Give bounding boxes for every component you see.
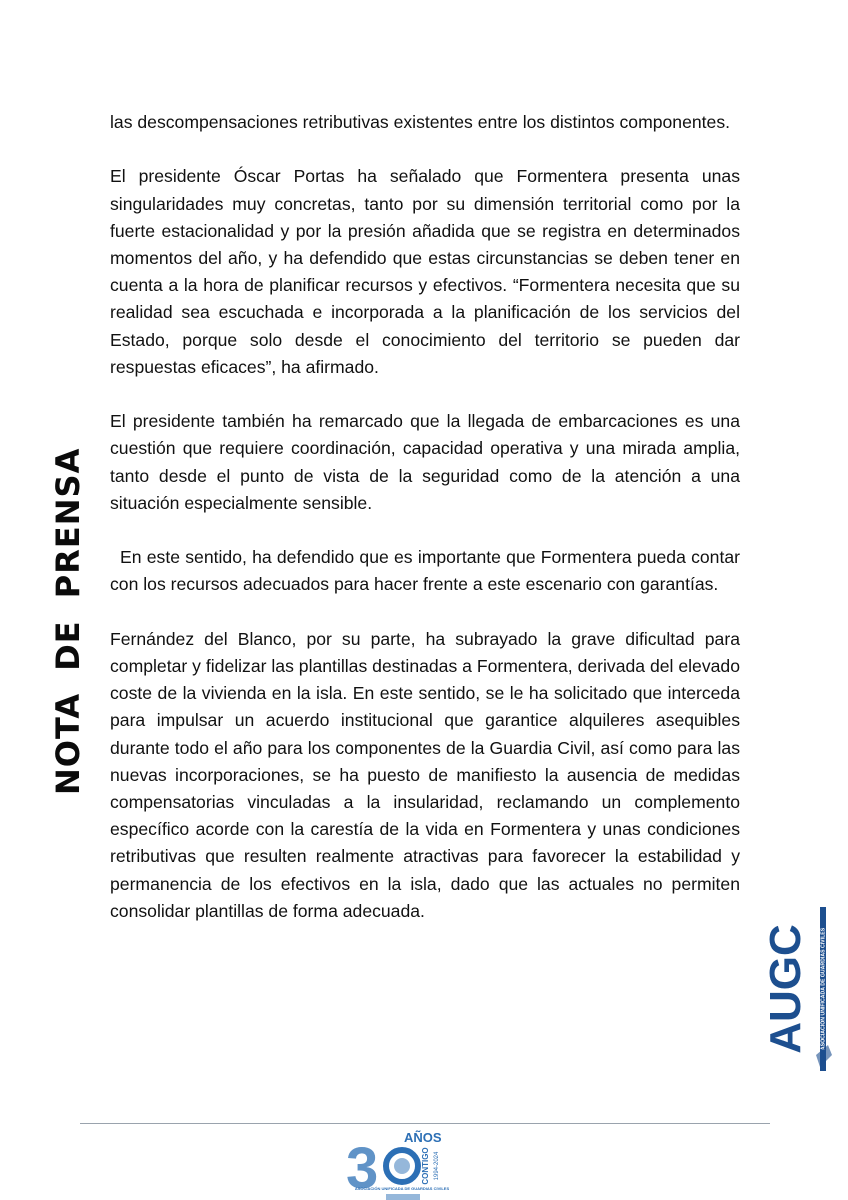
footer-logo-tagline: ASOCIACIÓN UNIFICADA DE GUARDIAS CIVILES — [354, 1186, 450, 1191]
footer-divider — [80, 1123, 770, 1124]
paragraph: El presidente también ha remarcado que la llegada de embarcaciones es una cuestión que requiere coordinación, capacidad operativa y una mirada amplia, tanto desde el punto de vista de la seguridad como de la atención a una situación especialmente sensible. — [110, 411, 740, 513]
paragraph: El presidente Óscar Portas ha señalado que Formentera presenta unas singularidades muy concretas, tanto por su dimensión territorial como por la fuerte estacionalidad y por la presión añadida que se registra en determinados momentos del año, y ha defendido que estas circunstancias se deben tener en cuenta a la hora de planificar recursos y efectivos. “Formentera necesita que su realidad sea escuchada e incorporada a la planificación de los servicios del Estado, porque solo desde el conocimiento del territorio se pueden dar respuestas eficaces”, ha afirmado. — [110, 166, 740, 377]
footer-logo-years: 1994-2024 — [434, 1151, 440, 1181]
footer-logo-contigo: CONTIGO — [421, 1147, 430, 1185]
paragraph: las descompensaciones retributivas existentes entre los distintos componentes. — [110, 112, 731, 132]
paragraph: Fernández del Blanco, por su parte, ha subrayado la grave dificultad para completar y fidelizar las plantillas destinadas a Formentera, derivada del elevado coste de la vivienda en la isla. En este sentido, se le ha solicitado que interceda para impulsar un acuerdo institucional que garantice alquileres asequibles durante todo el año para los componentes de la Guardia Civil, así como para las nuevas incorporaciones, se ha puesto de manifiesto la ausencia de medidas compensatorias vinculadas a la insularidad, reclamando un complemento específico acorde con la carestía de la vida en Formentera y unas condiciones retributivas que resulten realmente atractivas para favorecer la estabilidad y permanencia de los efectivos en la isla, dado que las actuales no permiten consolidar plantillas de forma adecuada. — [110, 628, 740, 921]
augc-logo — [761, 905, 836, 1073]
nota-de-prensa-heading: NOTA DE PRENSA — [49, 447, 87, 795]
30-anos-logo — [346, 1126, 458, 1200]
paragraph: En este sentido, ha defendido que es importante que Formentera pueda contar con los recursos adecuados para hacer frente a este escenario con garantías. — [110, 547, 740, 595]
augc-logo-tagline: ASOCIACIÓN UNIFICADA DE GUARDIAS CIVILES — [820, 927, 827, 1051]
article-body — [110, 109, 740, 952]
footer-logo-anos: AÑOS — [404, 1130, 442, 1145]
footer-logo-numeral: 3 — [346, 1136, 379, 1200]
augc-logo-letters: AUGC — [761, 924, 810, 1054]
